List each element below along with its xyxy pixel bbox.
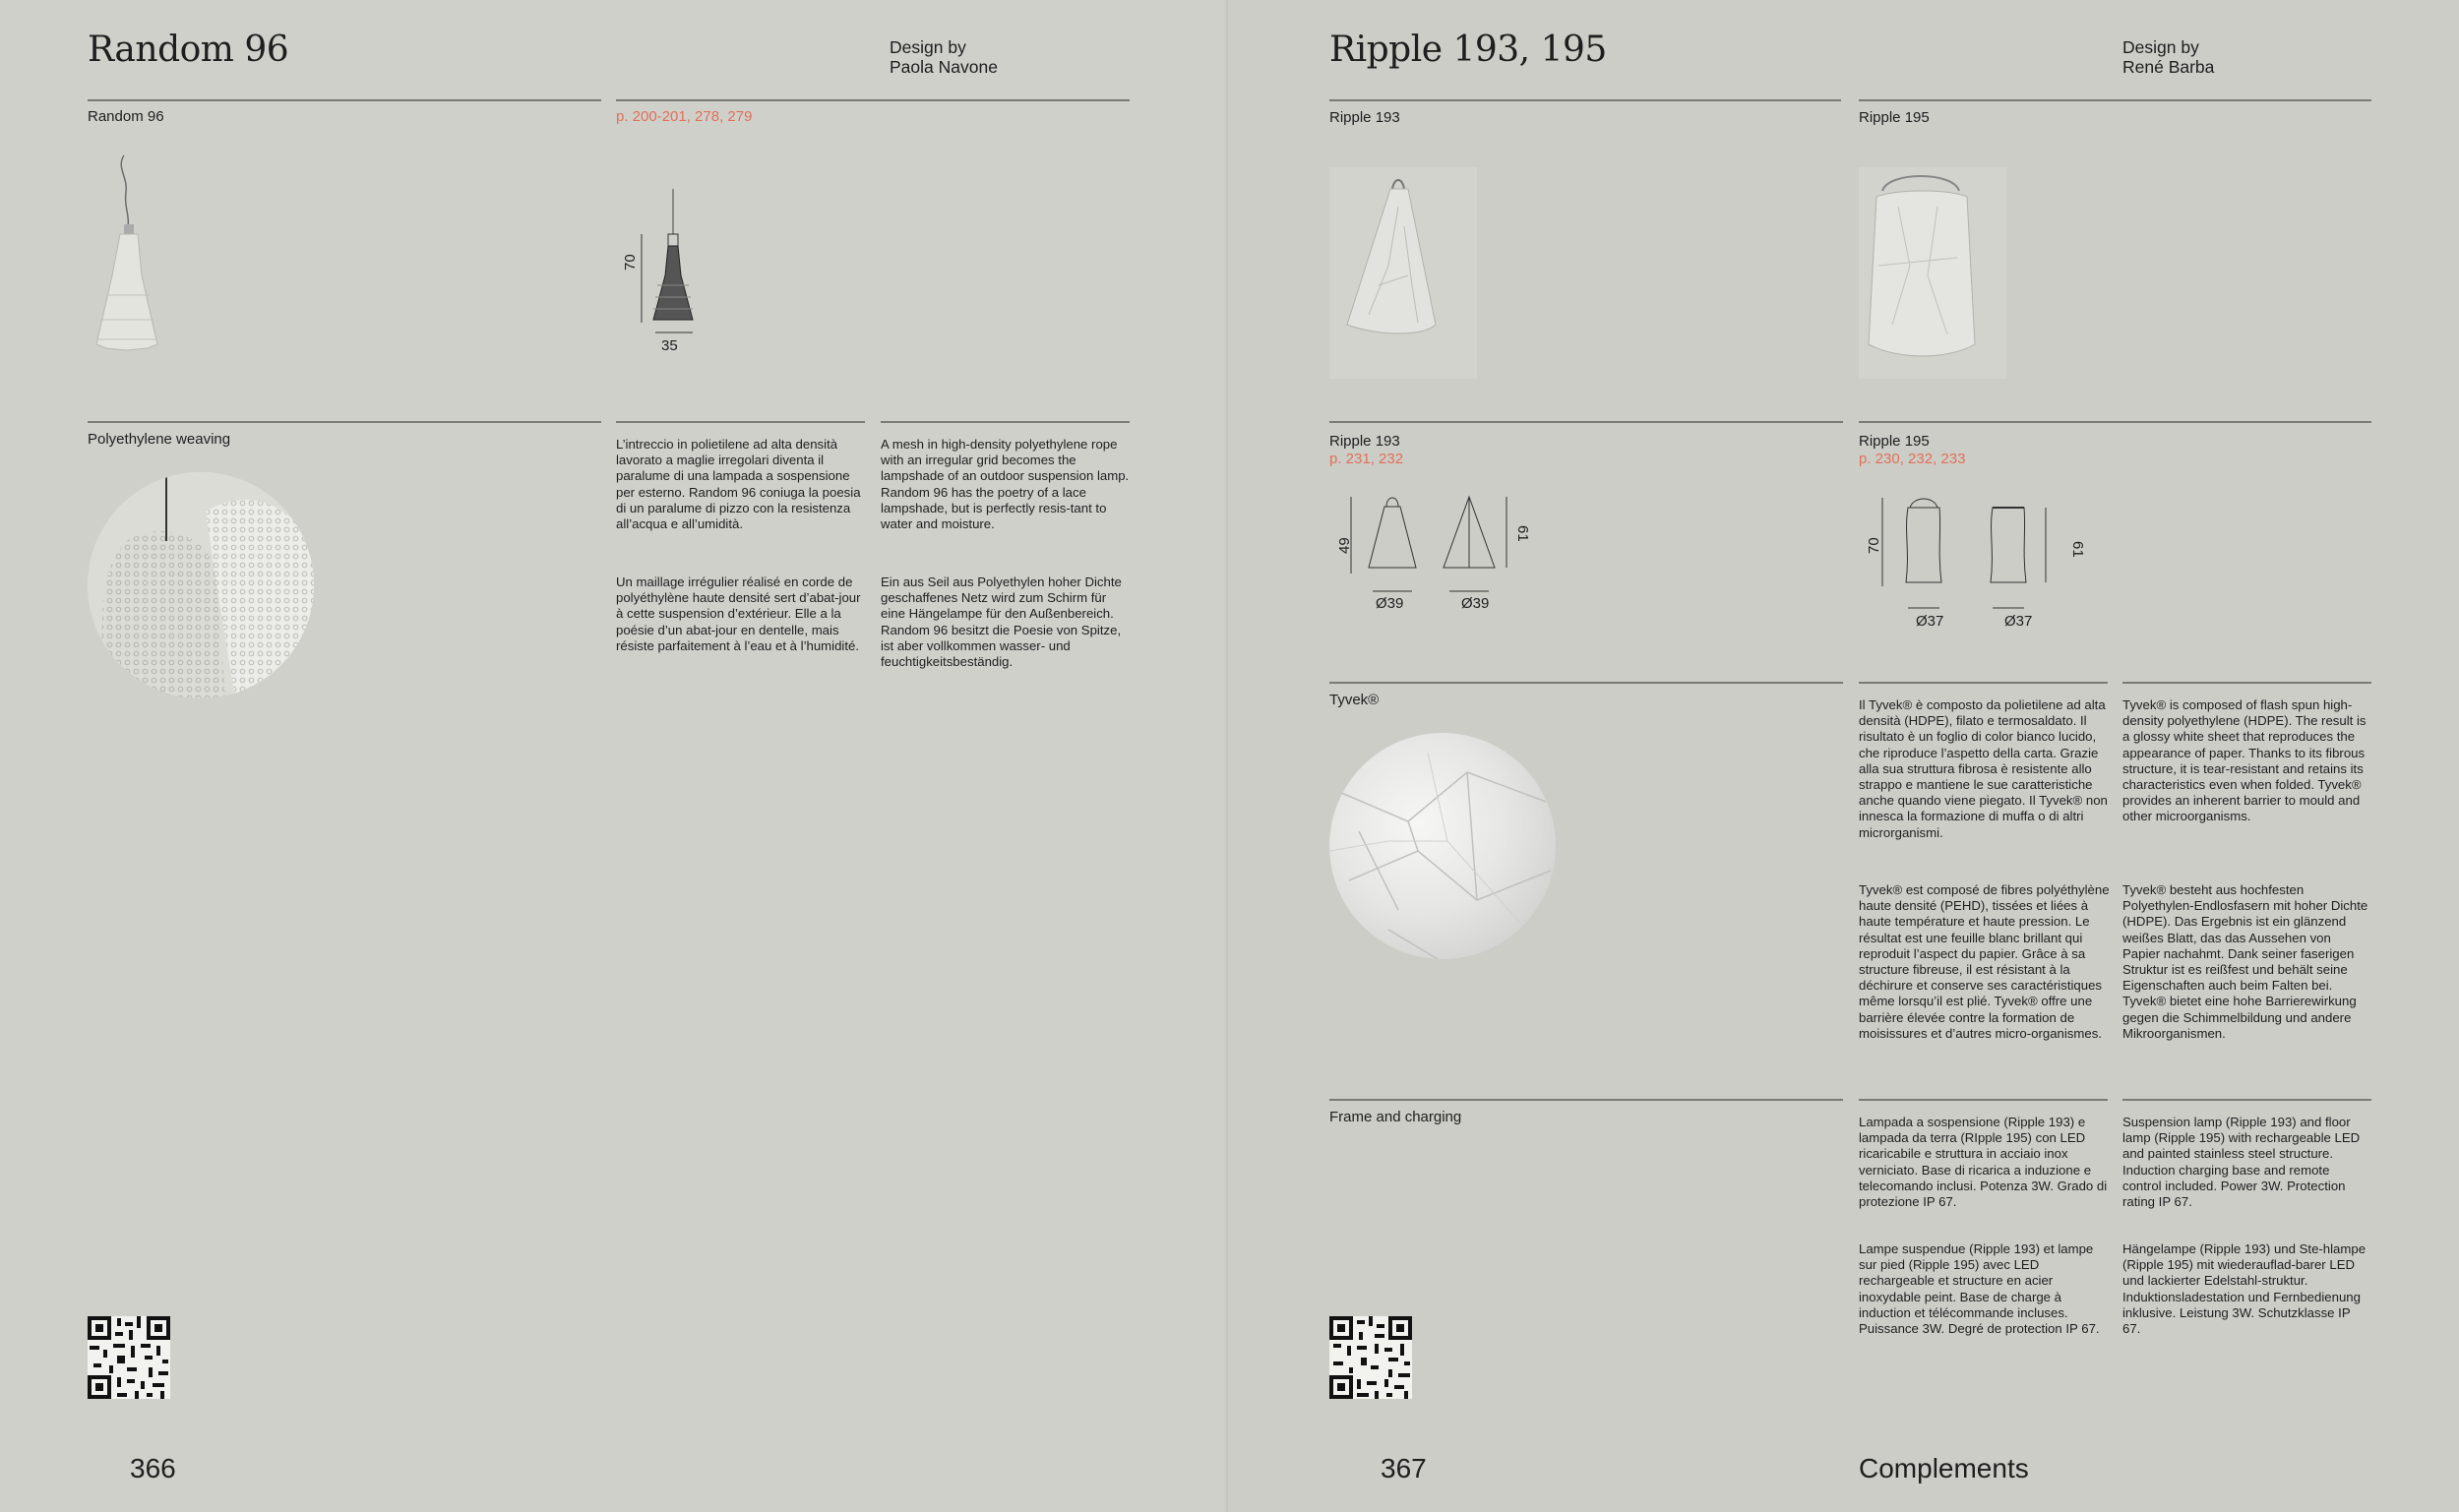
drawing-label-195: Ripple 195 [1859,433,1930,450]
r193-dimension-b: 61 [1514,525,1531,542]
ripple195-product-photo [1859,167,2006,379]
divider [1329,99,1841,101]
frame-label: Frame and charging [1329,1109,1462,1125]
page-reference-195: p. 230, 232, 233 [1859,451,1966,467]
divider [1329,421,1843,423]
divider [616,99,1130,101]
r195-diameter-b: Ø37 [2004,613,2033,630]
divider [2122,1099,2371,1101]
random96-product-photo [87,148,215,364]
material-label: Polyethylene weaving [88,431,231,448]
divider [2122,682,2371,684]
polyethylene-weaving-photo [88,472,314,698]
r195-dimension-a: 70 [1866,537,1882,554]
qr-code[interactable] [1329,1316,1412,1399]
description-french: Un maillage irrégulier réalisé en corde de polyéthylène haute densité sert d’abat-jour à cette suspension d’extérieur. Elle a la poésie d’un abat-jour en dentelle, mais résiste parfaitement à l’eau et à l’humidité. [616,575,861,653]
r193-dimension-a: 49 [1336,537,1353,554]
drawing-label-193: Ripple 193 [1329,433,1400,450]
r195-dimension-b: 61 [2069,541,2086,558]
section-name: Complements [1859,1453,2029,1483]
tyvek-italian: Il Tyvek® è composto da polietilene ad alta densità (HDPE), filato e termosaldato. Il risultato è un foglio di color bianco lucido, che riproduce l’aspetto della carta. Grazie alla sua struttura fibrosa è resistente allo strappo e mantiene le sue caratteristiche anche quando viene piegato. Il Tyvek® non innesca la formazione di muffa o di altri microrganismi. [1859,697,2108,840]
divider [1859,1099,2108,1101]
tyvek-material-photo [1329,733,1556,959]
ripple195-technical-drawing [1859,492,2085,615]
divider [1859,99,2371,101]
description-english: A mesh in high-density polyethylene rope with an irregular grid becomes the lampshade of an outdoor suspension lamp. Random 96 has the poetry of a lace lampshade, but is perfectly resis-tant to water and moisture. [881,437,1130,532]
tyvek-german: Tyvek® besteht aus hochfesten Polyethylen-Endlosfasern mit hoher Dichte (HDPE). Das Ergebnis ist ein glänzend weißes Blatt, das das Aussehen von Papier nachahmt. Dank seiner faserigen Struktur ist es reißfest und behält seine Eigenschaften auch beim Falten bei. Tyvek® bietet eine hohe Barrierewirkung gegen die Schimmelbildung und andere Mikroorganismen. [2122,882,2368,1041]
divider [1859,682,2108,684]
tyvek-french: Tyvek® est composé de fibres polyéthylène haute densité (PEHD), tissées et liées à haute température et haute pression. Le résultat est une feuille blanc brillant qui reproduit l’aspect du papier. Grâce à sa structure fibreuse, il est résistant à la déchirure et conserve ses caractéristiques même lorsqu’il est plié. Tyvek® offre une barrière élevée contre la formation de moisissures et d’autres micro-organismes. [1859,882,2110,1041]
dimension-height: 70 [622,254,639,271]
ripple193-technical-drawing [1329,487,1526,600]
crumpled-texture [1329,733,1556,959]
frame-english: Suspension lamp (Ripple 193) and floor lamp (Ripple 195) with rechargeable LED and painted stainless steel structure. Induction charging base and remote control included. Power 3W. Protection rating IP 67. [2122,1115,2361,1210]
product-label-193: Ripple 193 [1329,109,1400,126]
designer-name: René Barba [2122,57,2215,77]
weaving-texture [88,472,314,698]
design-by-label: Design by [2122,37,2199,57]
qr-code[interactable] [88,1316,170,1399]
divider [1329,682,1843,684]
product-label-195: Ripple 195 [1859,109,1930,126]
frame-french: Lampe suspendue (Ripple 193) et lampe sur pied (Ripple 195) avec LED rechargeable et structure en acier inoxydable peint. Base de charge à induction et télécommande incluses. Puissance 3W. Degré de protection IP 67. [1859,1241,2100,1337]
dimension-width: 35 [661,337,678,354]
ripple193-product-photo [1329,167,1477,379]
divider [88,99,601,101]
frame-german: Hängelampe (Ripple 193) und Ste-hlampe (Ripple 195) mit wiederauflad-barer LED und lackierter Edelstahl-struktur. Induktionsladestation und Fernbedienung inklusive. Leistung 3W. Schutzklasse IP 67. [2122,1241,2367,1337]
left-page [0,0,1228,1512]
description-german: Ein aus Seil aus Polyethylen hoher Dichte geschaffenes Netz wird zum Schirm für eine Hängelampe für den Außenbereich. Random 96 besitzt die Poesie von Spitze, ist aber vollkommen wasser- und feuchtigkeitsbeständig. [881,575,1122,670]
r193-diameter-b: Ø39 [1461,595,1490,612]
divider [881,421,1130,423]
divider [88,421,601,423]
page-number: 367 [1381,1453,1427,1483]
divider [616,421,865,423]
frame-italian: Lampada a sospensione (Ripple 193) e lampada da terra (RIpple 195) con LED ricaricabile e struttura in acciaio inox verniciato. Base di ricarica a induzione e telecomando inclusi. Potenza 3W. Grado di protezione IP 67. [1859,1115,2108,1210]
divider [1329,1099,1843,1101]
right-page [1228,0,2459,1512]
designer-credit [2122,37,2214,77]
designer-credit [890,37,998,77]
divider [1859,421,2371,423]
design-by-label: Design by [890,37,966,57]
page-reference-193: p. 231, 232 [1329,451,1404,467]
description-italian: L’intreccio in polietilene ad alta densità lavorato a maglie irregolari diventa il paralume di una lampada a sospensione per esterno. Random 96 coniuga la poesia di un paralume di pizzo con la resistenza all’acqua e all’umidità. [616,437,861,532]
page-number: 366 [130,1453,176,1483]
page-reference: p. 200-201, 278, 279 [616,108,753,125]
material-label: Tyvek® [1329,692,1380,708]
tyvek-english: Tyvek® is composed of flash spun high-density polyethylene (HDPE). The result is a glossy white sheet that reproduces the appearance of paper. Thanks to its fibrous structure, it is tear-resistant and retains its characteristics even when folded. Tyvek® provides an inherent barrier to mould and other microorganisms. [2122,697,2367,824]
designer-name: Paola Navone [890,57,998,77]
r195-diameter-a: Ø37 [1916,613,1944,630]
r193-diameter-a: Ø39 [1376,595,1404,612]
page-title: Ripple 193, 195 [1329,30,1607,70]
page-title: Random 96 [88,30,289,70]
product-label: Random 96 [88,108,164,125]
